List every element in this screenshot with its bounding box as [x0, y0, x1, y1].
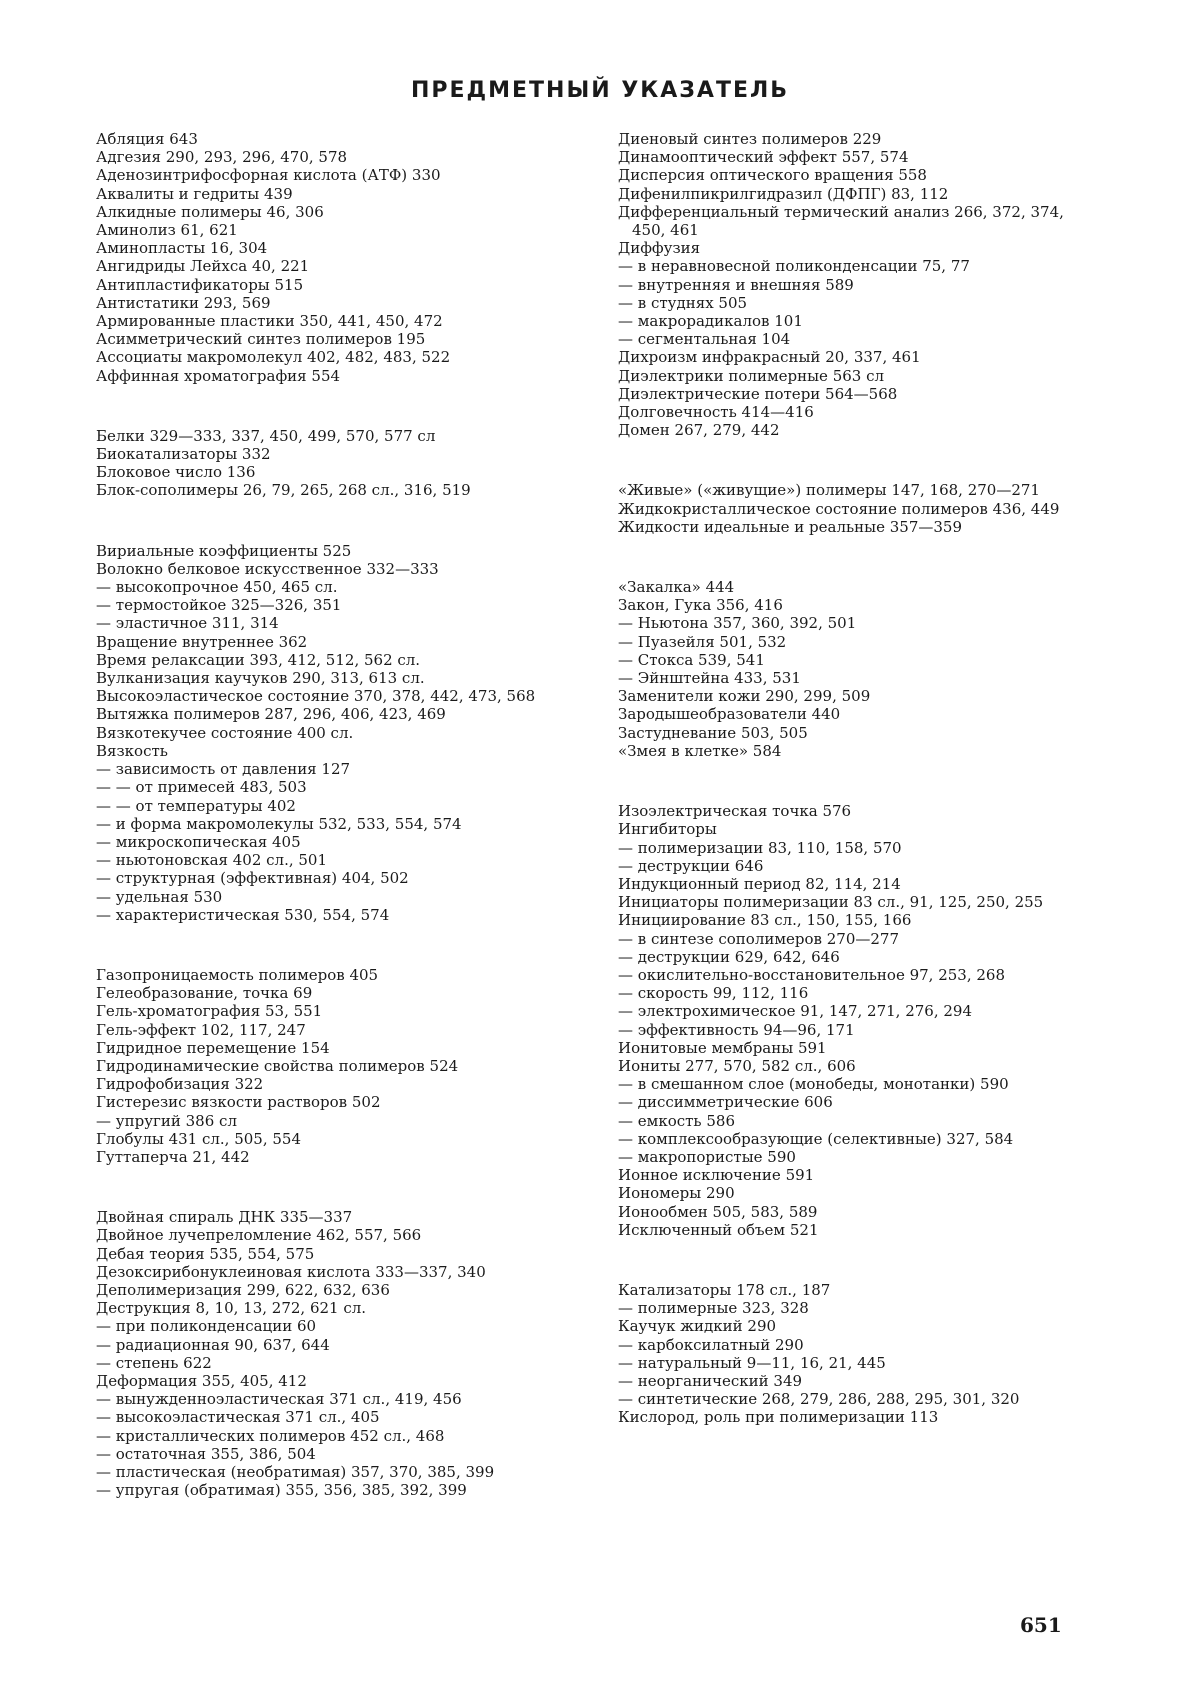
- index-entry: — эффективность 94—96, 171: [618, 1020, 855, 1039]
- index-entry: Закон, Гука 356, 416: [618, 596, 783, 615]
- index-entry: Алкидные полимеры 46, 306: [96, 202, 324, 221]
- index-entry: — в неравновесной поликонденсации 75, 77: [618, 257, 970, 276]
- index-entry: Гидродинамические свойства полимеров 524: [96, 1056, 459, 1075]
- index-entry: — ньютоновская 402 сл., 501: [96, 851, 328, 870]
- index-entry: Заменители кожи 290, 299, 509: [618, 687, 871, 706]
- index-entry: Диэлектрические потери 564—568: [618, 384, 898, 403]
- index-entry: «Закалка» 444: [618, 578, 735, 597]
- index-column-left: [96, 130, 551, 1541]
- index-entry: Гуттаперча 21, 442: [96, 1147, 250, 1166]
- index-entry: — упругий 386 сл: [96, 1111, 237, 1130]
- index-entry: «Живые» («живущие») полимеры 147, 168, 270—271: [618, 481, 1040, 500]
- index-entry: — электрохимическое 91, 147, 271, 276, 294: [618, 1002, 973, 1021]
- index-entry: Гидридное перемещение 154: [96, 1038, 330, 1057]
- index-entry: Катализаторы 178 сл., 187: [618, 1280, 831, 1299]
- index-entry: Время релаксации 393, 412, 512, 562 сл.: [96, 650, 421, 669]
- index-entry: Диэлектрики полимерные 563 сл: [618, 366, 885, 385]
- index-entry: Ионитовые мембраны 591: [618, 1038, 827, 1057]
- index-entry: — полимерные 323, 328: [618, 1299, 809, 1318]
- index-entry: — высокоэластическая 371 сл., 405: [96, 1408, 380, 1427]
- index-entry: Вязкотекучее состояние 400 сл.: [96, 723, 354, 742]
- index-entry: — Стокса 539, 541: [618, 650, 765, 669]
- page-number: 651: [1020, 1613, 1062, 1637]
- index-entry: Антипластификаторы 515: [96, 275, 304, 294]
- page-title: ПРЕДМЕТНЫЙ УКАЗАТЕЛЬ: [410, 78, 790, 103]
- index-entry: Гель-эффект 102, 117, 247: [96, 1020, 306, 1039]
- index-entry: Дихроизм инфракрасный 20, 337, 461: [618, 348, 921, 367]
- index-entry: — сегментальная 104: [618, 330, 791, 349]
- index-entry: Зародышеобразователи 440: [618, 705, 841, 724]
- index-entry: Изоэлектрическая точка 576: [618, 802, 852, 821]
- index-entry: Блок-сополимеры 26, 79, 265, 268 сл., 316, 519: [96, 481, 471, 500]
- index-entry: Дифференциальный термический анализ 266, 372, 374, 450, 461: [618, 202, 1064, 240]
- index-entry: Вытяжка полимеров 287, 296, 406, 423, 469: [96, 705, 446, 724]
- index-entry: — емкость 586: [618, 1111, 735, 1130]
- index-entry: Асимметрический синтез полимеров 195: [96, 330, 426, 349]
- index-entry: Высокоэластическое состояние 370, 378, 442, 473, 568: [96, 687, 536, 706]
- index-entry: Ингибиторы: [618, 820, 717, 839]
- index-entry: Долговечность 414—416: [618, 403, 814, 422]
- index-entry: Динамооптический эффект 557, 574: [618, 148, 909, 167]
- index-entry: — Пуазейля 501, 532: [618, 632, 787, 651]
- index-entry: Аденозинтрифосфорная кислота (АТФ) 330: [96, 166, 441, 185]
- index-entry: Гидрофобизация 322: [96, 1075, 264, 1094]
- index-entry: Деформация 355, 405, 412: [96, 1371, 307, 1390]
- index-entry: — пластическая (необратимая) 357, 370, 385, 399: [96, 1463, 495, 1481]
- index-entry: — полимеризации 83, 110, 158, 570: [618, 838, 902, 857]
- index-entry: Иономеры 290: [618, 1184, 735, 1203]
- index-entry: — макрорадикалов 101: [618, 312, 803, 331]
- index-letter-group: [618, 578, 1073, 760]
- index-entry: «Змея в клетке» 584: [618, 741, 782, 760]
- index-entry: — эластичное 311, 314: [96, 614, 279, 633]
- index-entry: — Эйнштейна 433, 531: [618, 669, 801, 688]
- index-entry: Аминолиз 61, 621: [96, 221, 238, 240]
- index-entry: Блоковое число 136: [96, 463, 256, 482]
- index-entry: — внутренняя и внешняя 589: [618, 275, 854, 294]
- index-entry: Газопроницаемость полимеров 405: [96, 965, 379, 984]
- index-letter-group: [96, 966, 551, 1166]
- index-entry: — макропористые 590: [618, 1147, 796, 1166]
- index-entry: Ассоциаты макромолекул 402, 482, 483, 522: [96, 348, 451, 367]
- index-entry: — натуральный 9—11, 16, 21, 445: [618, 1353, 886, 1372]
- index-entry: Аминопласты 16, 304: [96, 239, 268, 258]
- index-entry: — вынужденноэластическая 371 сл., 419, 456: [96, 1390, 462, 1409]
- index-entry: Гистерезис вязкости растворов 502: [96, 1093, 381, 1112]
- index-entry: Вулканизация каучуков 290, 313, 613 сл.: [96, 669, 425, 688]
- index-letter-group: [618, 481, 1073, 536]
- index-entry: — карбоксилатный 290: [618, 1335, 804, 1354]
- index-entry: — структурная (эффективная) 404, 502: [96, 869, 409, 888]
- index-entry: — зависимость от давления 127: [96, 760, 351, 779]
- index-entry: — — от примесей 483, 503: [96, 778, 307, 797]
- index-entry: — деструкции 646: [618, 856, 764, 875]
- index-entry: Застудневание 503, 505: [618, 723, 808, 742]
- index-entry: Каучук жидкий 290: [618, 1317, 777, 1336]
- index-entry: — характеристическая 530, 554, 574: [96, 905, 390, 924]
- index-entry: Гелеобразование, точка 69: [96, 984, 313, 1003]
- index-entry: — остаточная 355, 386, 504: [96, 1444, 316, 1463]
- index-entry: Дисперсия оптического вращения 558: [618, 166, 927, 185]
- index-entry: — Ньютона 357, 360, 392, 501: [618, 614, 857, 633]
- index-entry: — степень 622: [96, 1353, 212, 1372]
- index-entry: — комплексообразующие (селективные) 327, 584: [618, 1129, 1014, 1148]
- index-entry: Домен 267, 279, 442: [618, 421, 780, 440]
- index-entry: — в синтезе сополимеров 270—277: [618, 929, 900, 948]
- index-entry: Адгезия 290, 293, 296, 470, 578: [96, 148, 348, 167]
- index-entry: — диссимметрические 606: [618, 1093, 833, 1112]
- index-letter-group: [618, 802, 1073, 1239]
- index-entry: — окислительно-восстановительное 97, 253, 268: [618, 965, 1006, 984]
- index-entry: Инициирование 83 сл., 150, 155, 166: [618, 911, 912, 930]
- index-entry: Диеновый синтез полимеров 229: [618, 130, 882, 148]
- index-entry: — микроскопическая 405: [96, 832, 301, 851]
- index-entry: Дезоксирибонуклеиновая кислота 333—337, 340: [96, 1262, 486, 1281]
- index-entry: — в смешанном слое (монобеды, монотанки) 590: [618, 1075, 1009, 1094]
- index-entry: Инициаторы полимеризации 83 сл., 91, 125, 250, 255: [618, 893, 1044, 912]
- index-entry: Аффинная хроматография 554: [96, 366, 341, 385]
- index-entry: — синтетические 268, 279, 286, 288, 295, 301, 320: [618, 1390, 1020, 1409]
- index-entry: — удельная 530: [96, 887, 223, 906]
- index-entry: Ионное исключение 591: [618, 1166, 815, 1185]
- index-entry: Глобулы 431 сл., 505, 554: [96, 1129, 302, 1148]
- index-entry: — и форма макромолекулы 532, 533, 554, 574: [96, 814, 462, 833]
- index-entry: Вязкость: [96, 741, 168, 760]
- index-letter-group: [96, 1208, 551, 1499]
- index-entry: Иониты 277, 570, 582 сл., 606: [618, 1056, 856, 1075]
- index-entry: Аквалиты и гедриты 439: [96, 184, 293, 203]
- index-entry: Кислород, роль при полимеризации 113: [618, 1408, 939, 1427]
- index-entry: — радиационная 90, 637, 644: [96, 1335, 330, 1354]
- index-column-right: [618, 130, 1073, 1469]
- index-entry: Волокно белковое искусственное 332—333: [96, 559, 439, 578]
- index-entry: — — от температуры 402: [96, 796, 296, 815]
- index-letter-group: [96, 542, 551, 924]
- index-entry: — деструкции 629, 642, 646: [618, 947, 840, 966]
- index-entry: Абляция 643: [96, 130, 198, 148]
- index-entry: Биокатализаторы 332: [96, 445, 271, 464]
- index-entry: — в студнях 505: [618, 293, 748, 312]
- index-entry: Двойная спираль ДНК 335—337: [96, 1208, 353, 1227]
- index-entry: Вириальные коэффициенты 525: [96, 541, 352, 560]
- index-entry: Белки 329—333, 337, 450, 499, 570, 577 сл: [96, 426, 436, 445]
- index-entry: Антистатики 293, 569: [96, 293, 271, 312]
- index-entry: Исключенный объем 521: [618, 1220, 819, 1239]
- index-entry: Индукционный период 82, 114, 214: [618, 874, 901, 893]
- index-letter-group: [618, 130, 1073, 439]
- index-entry: — скорость 99, 112, 116: [618, 984, 809, 1003]
- index-entry: — при поликонденсации 60: [96, 1317, 317, 1336]
- index-entry: Деполимеризация 299, 622, 632, 636: [96, 1280, 390, 1299]
- index-entry: Вращение внутреннее 362: [96, 632, 308, 651]
- index-entry: Жидкокристаллическое состояние полимеров 436, 449: [618, 499, 1060, 518]
- index-entry: Армированные пластики 350, 441, 450, 472: [96, 312, 443, 331]
- index-entry: Жидкости идеальные и реальные 357—359: [618, 517, 963, 536]
- index-letter-group: [96, 130, 551, 385]
- index-entry: — кристаллических полимеров 452 сл., 468: [96, 1426, 445, 1445]
- index-entry: Гель-хроматография 53, 551: [96, 1002, 323, 1021]
- index-entry: Диффузия: [618, 239, 701, 258]
- index-entry: — неорганический 349: [618, 1371, 803, 1390]
- index-entry: Дебая теория 535, 554, 575: [96, 1244, 315, 1263]
- index-entry: Деструкция 8, 10, 13, 272, 621 сл.: [96, 1299, 367, 1318]
- index-letter-group: [96, 427, 551, 500]
- index-entry: Дифенилпикрилгидразил (ДФПГ) 83, 112: [618, 184, 949, 203]
- index-entry: Ангидриды Лейхса 40, 221: [96, 257, 310, 276]
- index-entry: — высокопрочное 450, 465 сл.: [96, 578, 338, 597]
- index-entry: — термостойкое 325—326, 351: [96, 596, 342, 615]
- index-letter-group: [618, 1281, 1073, 1427]
- index-entry: Двойное лучепреломление 462, 557, 566: [96, 1226, 422, 1245]
- index-entry: Ионообмен 505, 583, 589: [618, 1202, 818, 1221]
- index-entry: — упругая (обратимая) 355, 356, 385, 392, 399: [96, 1481, 467, 1500]
